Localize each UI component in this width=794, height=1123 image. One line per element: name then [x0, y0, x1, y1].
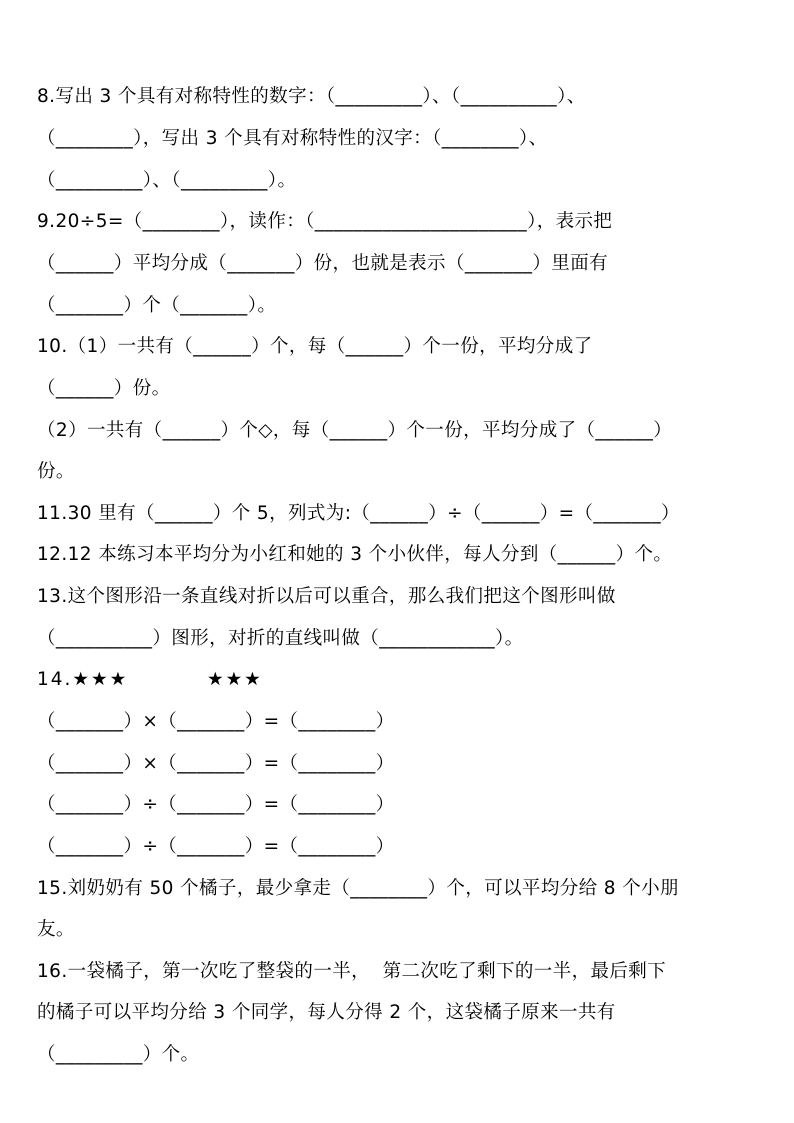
q14-stars-line: 14.★★★ ★★★ — [37, 669, 263, 690]
q14-line-4: （_______）÷（_______）=（________） — [37, 836, 395, 857]
q13-line-1: 13.这个图形沿一条直线对折以后可以重合，那么我们把这个图形叫做 — [37, 586, 616, 607]
q8-line-3: （_________）、（_________）。 — [37, 170, 297, 191]
q16-line-1: 16.一袋橘子，第一次吃了整袋的一半， 第二次吃了剩下的一半，最后剩下 — [37, 961, 667, 982]
q16-line-2: 的橘子可以平均分给 3 个同学，每人分得 2 个，这袋橘子原来一共有 — [37, 1002, 616, 1023]
q15-line-2: 友。 — [37, 919, 75, 940]
q14-line-3: （_______）÷（_______）=（________） — [37, 794, 395, 815]
q16-line-3: （_________）个。 — [37, 1044, 200, 1065]
q10-line-1: 10.（1）一共有（______）个，每（______）个一份，平均分成了 — [37, 336, 593, 357]
q15-line-1: 15.刘奶奶有 50 个橘子，最少拿走（________）个，可以平均分给 8 个小朋 — [37, 878, 679, 899]
q10-line-4: 份。 — [37, 461, 75, 482]
q8-line-1: 8.写出 3 个具有对称特性的数字：（_________）、（__________）、 — [37, 86, 586, 107]
q12-line-1: 12.12 本练习本平均分为小红和她的 3 个小伙伴，每人分到（______）个。 — [37, 544, 673, 565]
q9-line-2: （______）平均分成（_______）份，也就是表示（_______）里面有 — [37, 253, 609, 274]
q13-line-2: （__________）图形，对折的直线叫做（____________）。 — [37, 628, 524, 649]
q9-line-3: （_______）个（_______）。 — [37, 295, 277, 316]
q14-line-2: （_______）×（_______）=（________） — [37, 753, 395, 774]
q14-line-1: （_______）×（_______）=（________） — [37, 711, 395, 732]
q10-line-2: （______）份。 — [37, 378, 171, 399]
q8-line-2: （________），写出 3 个具有对称特性的汉字：（________）、 — [37, 128, 548, 149]
q11-line-1: 11.30 里有（______）个 5，列式为:（______）÷（______）=（_______） — [37, 503, 680, 524]
q9-line-1: 9.20÷5=（________），读作：（______________________），表示把 — [37, 211, 613, 232]
q10-line-3: （2）一共有（______）个◇，每（______）个一份，平均分成了（______） — [37, 420, 673, 441]
